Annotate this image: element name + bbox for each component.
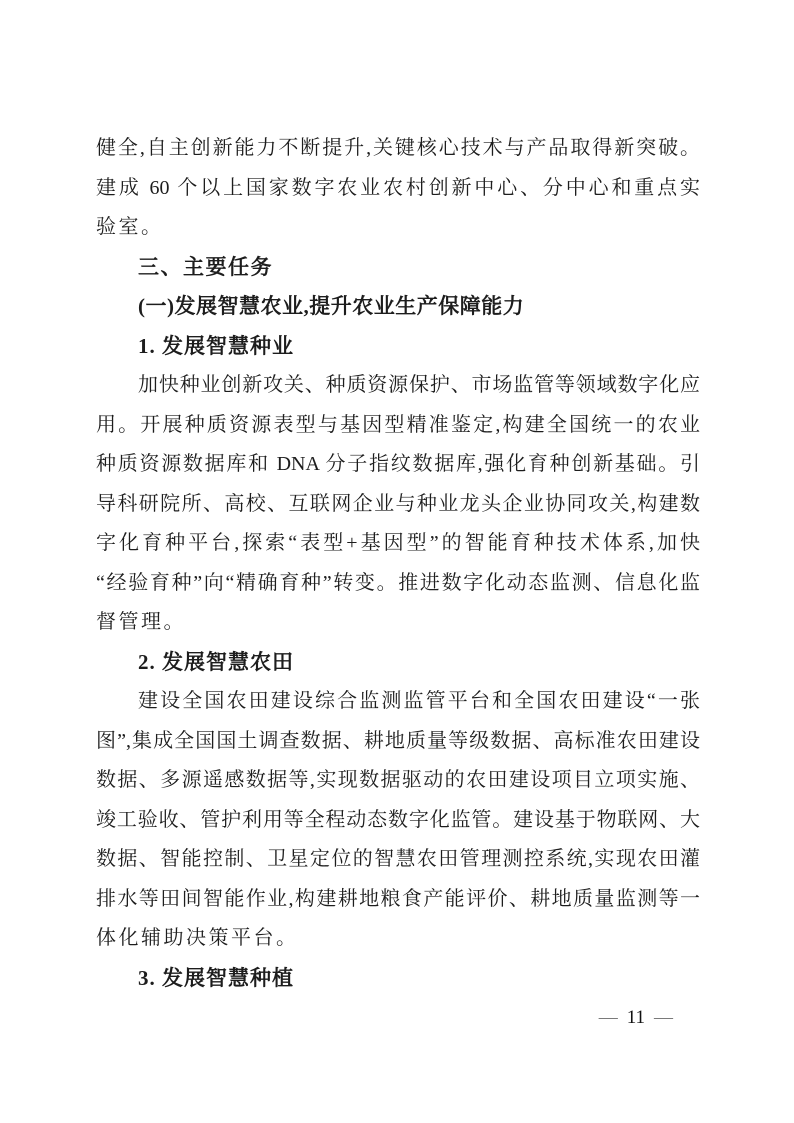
item-heading-3: 3. 发展智慧种植	[138, 965, 294, 990]
body-line: 健全,自主创新能力不断提升,关键核心技术与产品取得新突破。	[96, 137, 700, 159]
page-number-dash-right: —	[654, 1007, 673, 1028]
body-line: 竣工验收、管护利用等全程动态数字化监管。建设基于物联网、大	[96, 808, 700, 831]
item-heading-1: 1. 发展智慧种业	[138, 333, 294, 358]
body-line: 体化辅助决策平台。	[96, 927, 299, 949]
section-heading-main: 三、主要任务	[138, 255, 273, 279]
body-line: 建设全国农田建设综合监测监管平台和全国农田建设“一张	[138, 690, 700, 712]
body-line: 数据、智能控制、卫星定位的智慧农田管理测控系统,实现农田灌	[96, 848, 700, 870]
body-line: 建成 60 个以上国家数字农业农村创新中心、分中心和重点实	[96, 176, 700, 199]
page-number	[590, 1005, 682, 1031]
body-line: 字化育种平台,探索“表型+基因型”的智能育种技术体系,加快	[96, 532, 700, 554]
body-line: “经验育种”向“精确育种”转变。推进数字化动态监测、信息化监	[96, 571, 700, 594]
body-line: 图”,集成全国国土调查数据、耕地质量等级数据、高标准农田建设	[96, 729, 700, 752]
body-line: 数据、多源遥感数据等,实现数据驱动的农田建设项目立项实施、	[96, 769, 700, 791]
page-number-value: 11	[626, 1007, 645, 1028]
body-line: 加快种业创新攻关、种质资源保护、市场监管等领域数字化应	[138, 374, 700, 396]
item-heading-2: 2. 发展智慧农田	[138, 649, 294, 674]
subsection-heading: (一)发展智慧农业,提升农业生产保障能力	[138, 294, 525, 318]
body-line: 种质资源数据库和 DNA 分子指纹数据库,强化育种创新基础。引	[96, 453, 700, 475]
body-line: 督管理。	[96, 611, 186, 633]
body-line: 排水等田间智能作业,构建耕地粮食产能评价、耕地质量监测等一	[96, 887, 700, 910]
document-body	[96, 129, 700, 998]
body-line: 导科研院所、高校、互联网企业与种业龙头企业协同攻关,构建数	[96, 492, 700, 515]
body-line: 验室。	[96, 216, 164, 238]
body-line: 用。开展种质资源表型与基因型精准鉴定,构建全国统一的农业	[96, 413, 700, 436]
page-number-dash-left: —	[598, 1007, 618, 1028]
